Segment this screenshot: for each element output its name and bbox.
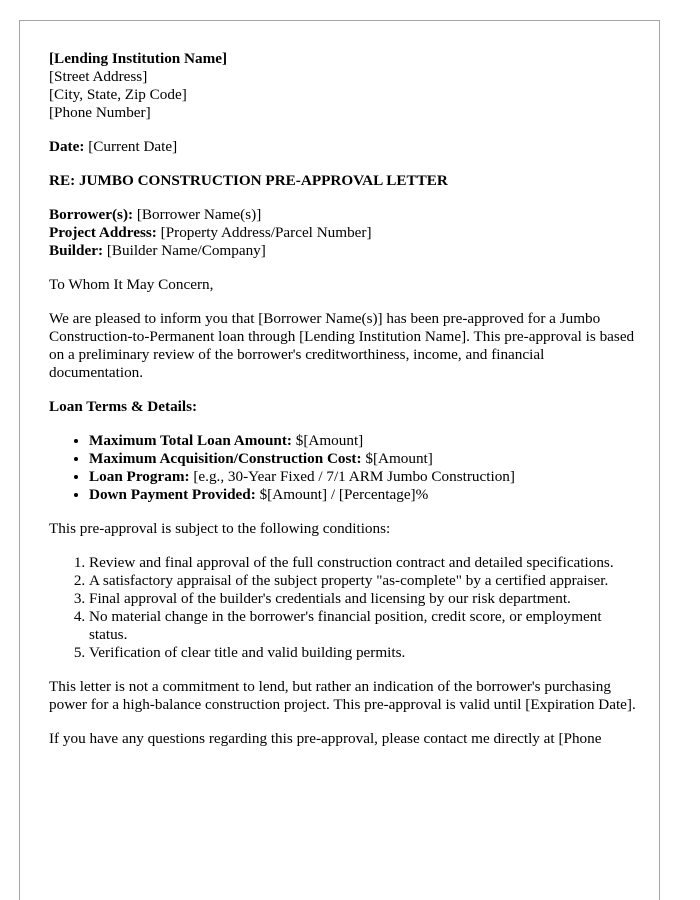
builder-label: Builder: <box>49 242 104 259</box>
date-line <box>49 138 639 156</box>
terms-item-value: $[Amount] <box>365 450 433 467</box>
condition-item: 3. Final approval of the builder's credentials and licensing by our risk department. <box>89 590 639 608</box>
terms-list <box>49 432 639 504</box>
terms-item-down-payment <box>89 486 639 504</box>
terms-heading <box>49 398 639 416</box>
builder-line <box>49 242 639 260</box>
lender-street: [Street Address] <box>49 68 148 85</box>
lender-address-block <box>49 50 639 122</box>
project-address-label: Project Address: <box>49 224 157 241</box>
subject-line <box>49 172 639 190</box>
builder-value: [Builder Name/Company] <box>106 242 266 259</box>
intro-paragraph: We are pleased to inform you that [Borrower Name(s)] has been pre-approved for a Jumbo Construction-to-Permanent loan through [Lending Institution Name]. This pre-approval is based on a preliminary review of the borrower's creditworthiness, income, and financial documentation. <box>49 310 635 381</box>
subject-text: RE: JUMBO CONSTRUCTION PRE-APPROVAL LETTER <box>49 172 448 189</box>
letter-page <box>19 20 660 900</box>
terms-item-value: [e.g., 30-Year Fixed / 7/1 ARM Jumbo Construction] <box>193 468 515 485</box>
lender-city-state-zip: [City, State, Zip Code] <box>49 86 187 103</box>
conditions-intro: This pre-approval is subject to the following conditions: <box>49 520 391 537</box>
condition-item: 2. A satisfactory appraisal of the subject property "as-complete" by a certified appraiser. <box>89 572 639 590</box>
condition-item: 4. No material change in the borrower's financial position, credit score, or employment status. <box>89 608 639 644</box>
closing-paragraph: If you have any questions regarding this pre-approval, please contact me directly at [Phone <box>49 730 602 747</box>
terms-item-label: Loan Program: <box>89 468 190 485</box>
condition-item: 1. Review and final approval of the full construction contract and detailed specifications. <box>89 554 639 572</box>
terms-heading-text: Loan Terms & Details: <box>49 398 198 415</box>
terms-item-label: Maximum Acquisition/Construction Cost: <box>89 450 362 467</box>
date-value: [Current Date] <box>88 138 178 155</box>
salutation: To Whom It May Concern, <box>49 276 214 293</box>
terms-item-loan-program <box>89 468 639 486</box>
project-address-value: [Property Address/Parcel Number] <box>160 224 372 241</box>
date-label: Date: <box>49 138 85 155</box>
terms-item-value: $[Amount] / [Percentage]% <box>259 486 429 503</box>
letter-content <box>49 50 639 764</box>
conditions-list <box>49 554 639 662</box>
terms-item-label: Maximum Total Loan Amount: <box>89 432 292 449</box>
lender-phone: [Phone Number] <box>49 104 151 121</box>
lender-name: [Lending Institution Name] <box>49 50 228 67</box>
project-address-line <box>49 224 639 242</box>
terms-item-max-loan <box>89 432 639 450</box>
parties-block <box>49 206 639 260</box>
terms-item-label: Down Payment Provided: <box>89 486 256 503</box>
disclaimer-paragraph: This letter is not a commitment to lend, but rather an indication of the borrower's purchasing power for a high-balance construction project. This pre-approval is valid until [Expiration Date]. <box>49 678 636 713</box>
condition-item: 5. Verification of clear title and valid building permits. <box>89 644 639 662</box>
borrower-line <box>49 206 639 224</box>
borrower-label: Borrower(s): <box>49 206 134 223</box>
terms-item-value: $[Amount] <box>295 432 364 449</box>
borrower-value: [Borrower Name(s)] <box>136 206 262 223</box>
terms-item-max-cost <box>89 450 639 468</box>
